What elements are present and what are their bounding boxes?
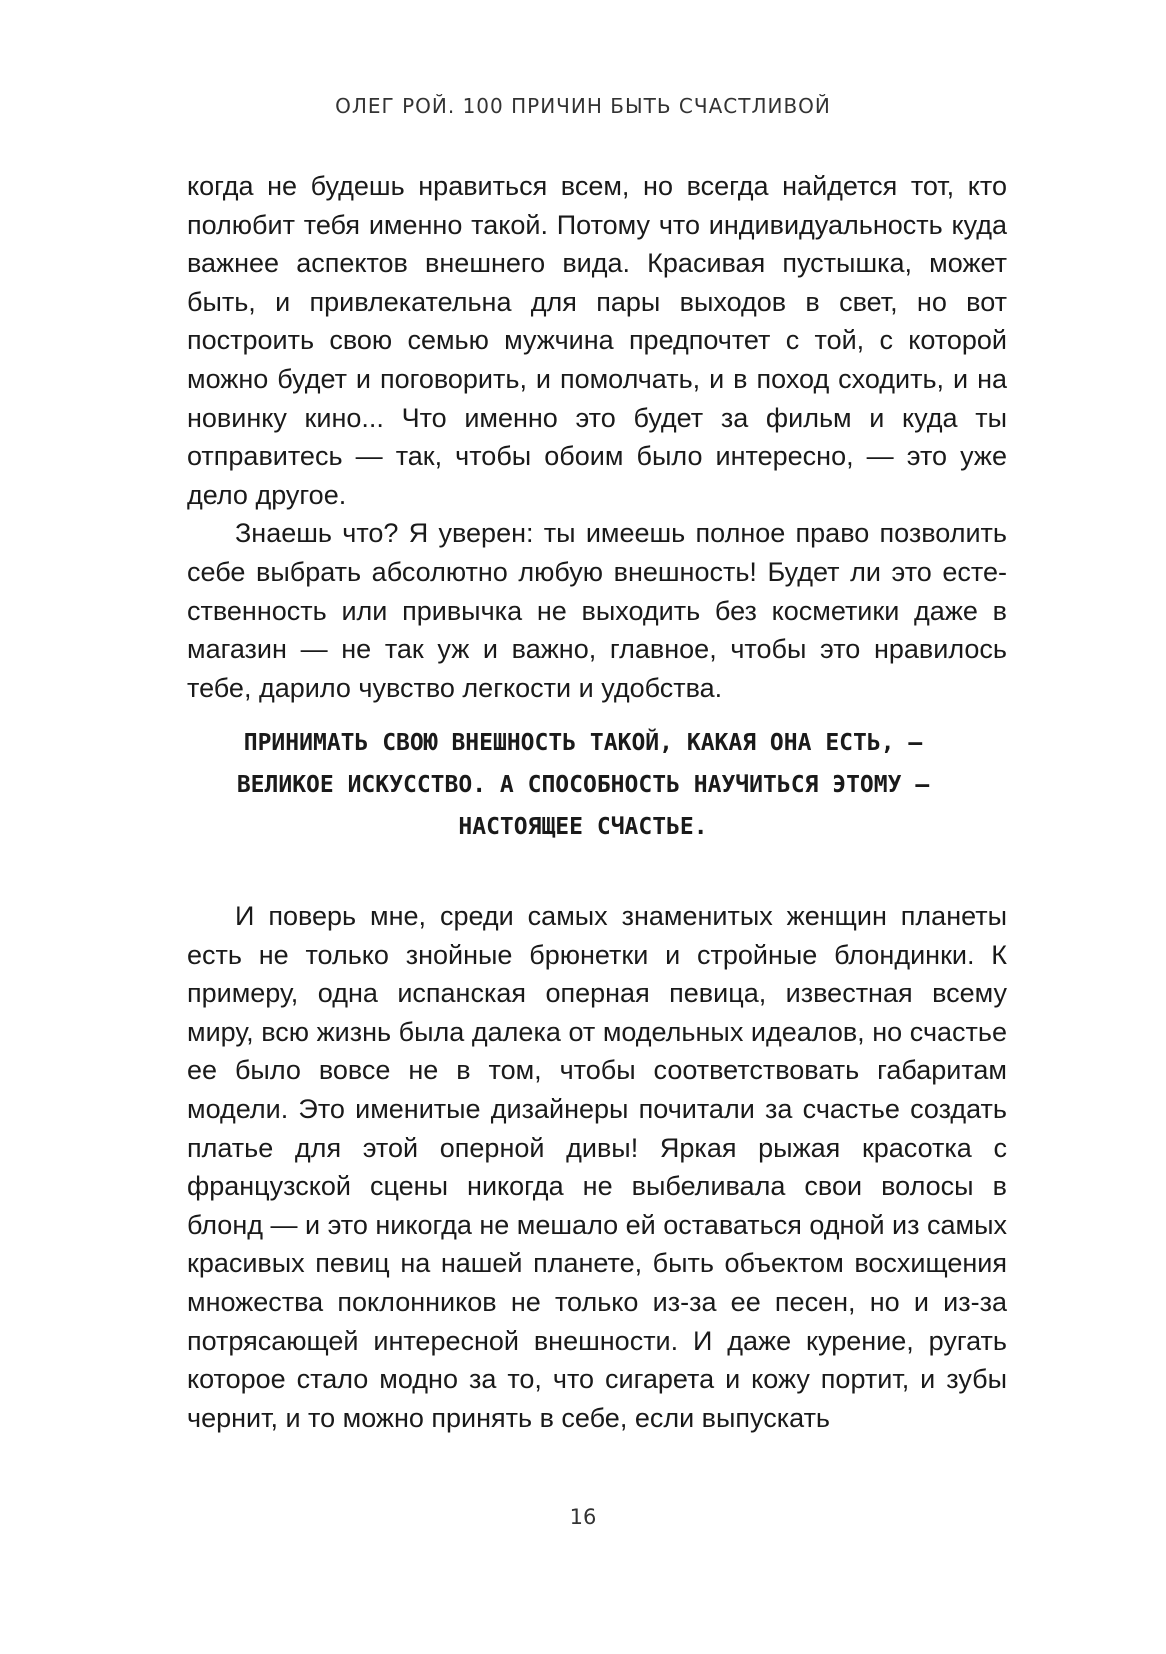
pull-quote-line-3: НАСТОЯЩЕЕ СЧАСТЬЕ. xyxy=(458,814,708,840)
running-header: ОЛЕГ РОЙ. 100 ПРИЧИН БЫТЬ СЧАСТЛИВОЙ xyxy=(335,94,831,118)
page-number: 16 xyxy=(569,1505,597,1529)
pull-quote-line-1: ПРИНИМАТЬ СВОЮ ВНЕШНОСТЬ ТАКОЙ, КАКАЯ ОНА ЕСТЬ, — xyxy=(243,730,923,756)
paragraph-appearance-right: Знаешь что? Я уверен: ты имеешь полное право позволить себе выбрать абсолютно любую внешность! Будет ли это естественность или привычка не выходить без косметики даже в магазин — не так уж и важно, главное, чтобы это нравилось тебе, дарило чувство легкости и удобства. xyxy=(187,518,1007,703)
paragraph-continued: когда не будешь нравиться всем, но всегда найдется тот, кто полюбит тебя именно такой. Потому что индивидуальность куда важнее аспектов внешнего вида. Красивая пустышка, может быть, и привлекательна для пары выходов в свет, но вот построить свою семью мужчина предпочтет с той, с которой можно будет и поговорить, и помолчать, и в поход сходить, и на новинку кино... Что именно это будет за фильм и куда ты отправитесь — так, чтобы обоим было интересно, — это уже дело другое. xyxy=(187,171,1007,510)
text-block-top xyxy=(187,167,1007,707)
text-block-bottom xyxy=(187,897,1007,1437)
paragraph-famous-women: И поверь мне, среди самых знаменитых женщин планеты есть не только знойные брюнетки и стройные блондинки. К примеру, одна испанская оперная певица, известная всему миру, всю жизнь была далека от модельных идеалов, но счастье ее было вовсе не в том, чтобы соответствовать габаритам модели. Это именитые дизайнеры почитали за счастье создать платье для этой оперной дивы! Яркая рыжая красотка с французской сцены никогда не выбеливала свои волосы в блонд — и это никогда не мешало ей оставаться одной из самых красивых певиц на нашей планете, быть объектом восхищения множества поклонников не только из-за ее песен, но и из-за потрясающей интересной внешности. И даже курение, ругать которое стало модно за то, что сигарета и кожу портит, и зубы чернит, и то можно принять в себе, если выпускать xyxy=(187,901,1007,1433)
pull-quote-line-2: ВЕЛИКОЕ ИСКУССТВО. А СПОСОБНОСТЬ НАУЧИТЬСЯ ЭТОМУ — xyxy=(236,772,930,798)
pull-quote xyxy=(0,722,1166,848)
